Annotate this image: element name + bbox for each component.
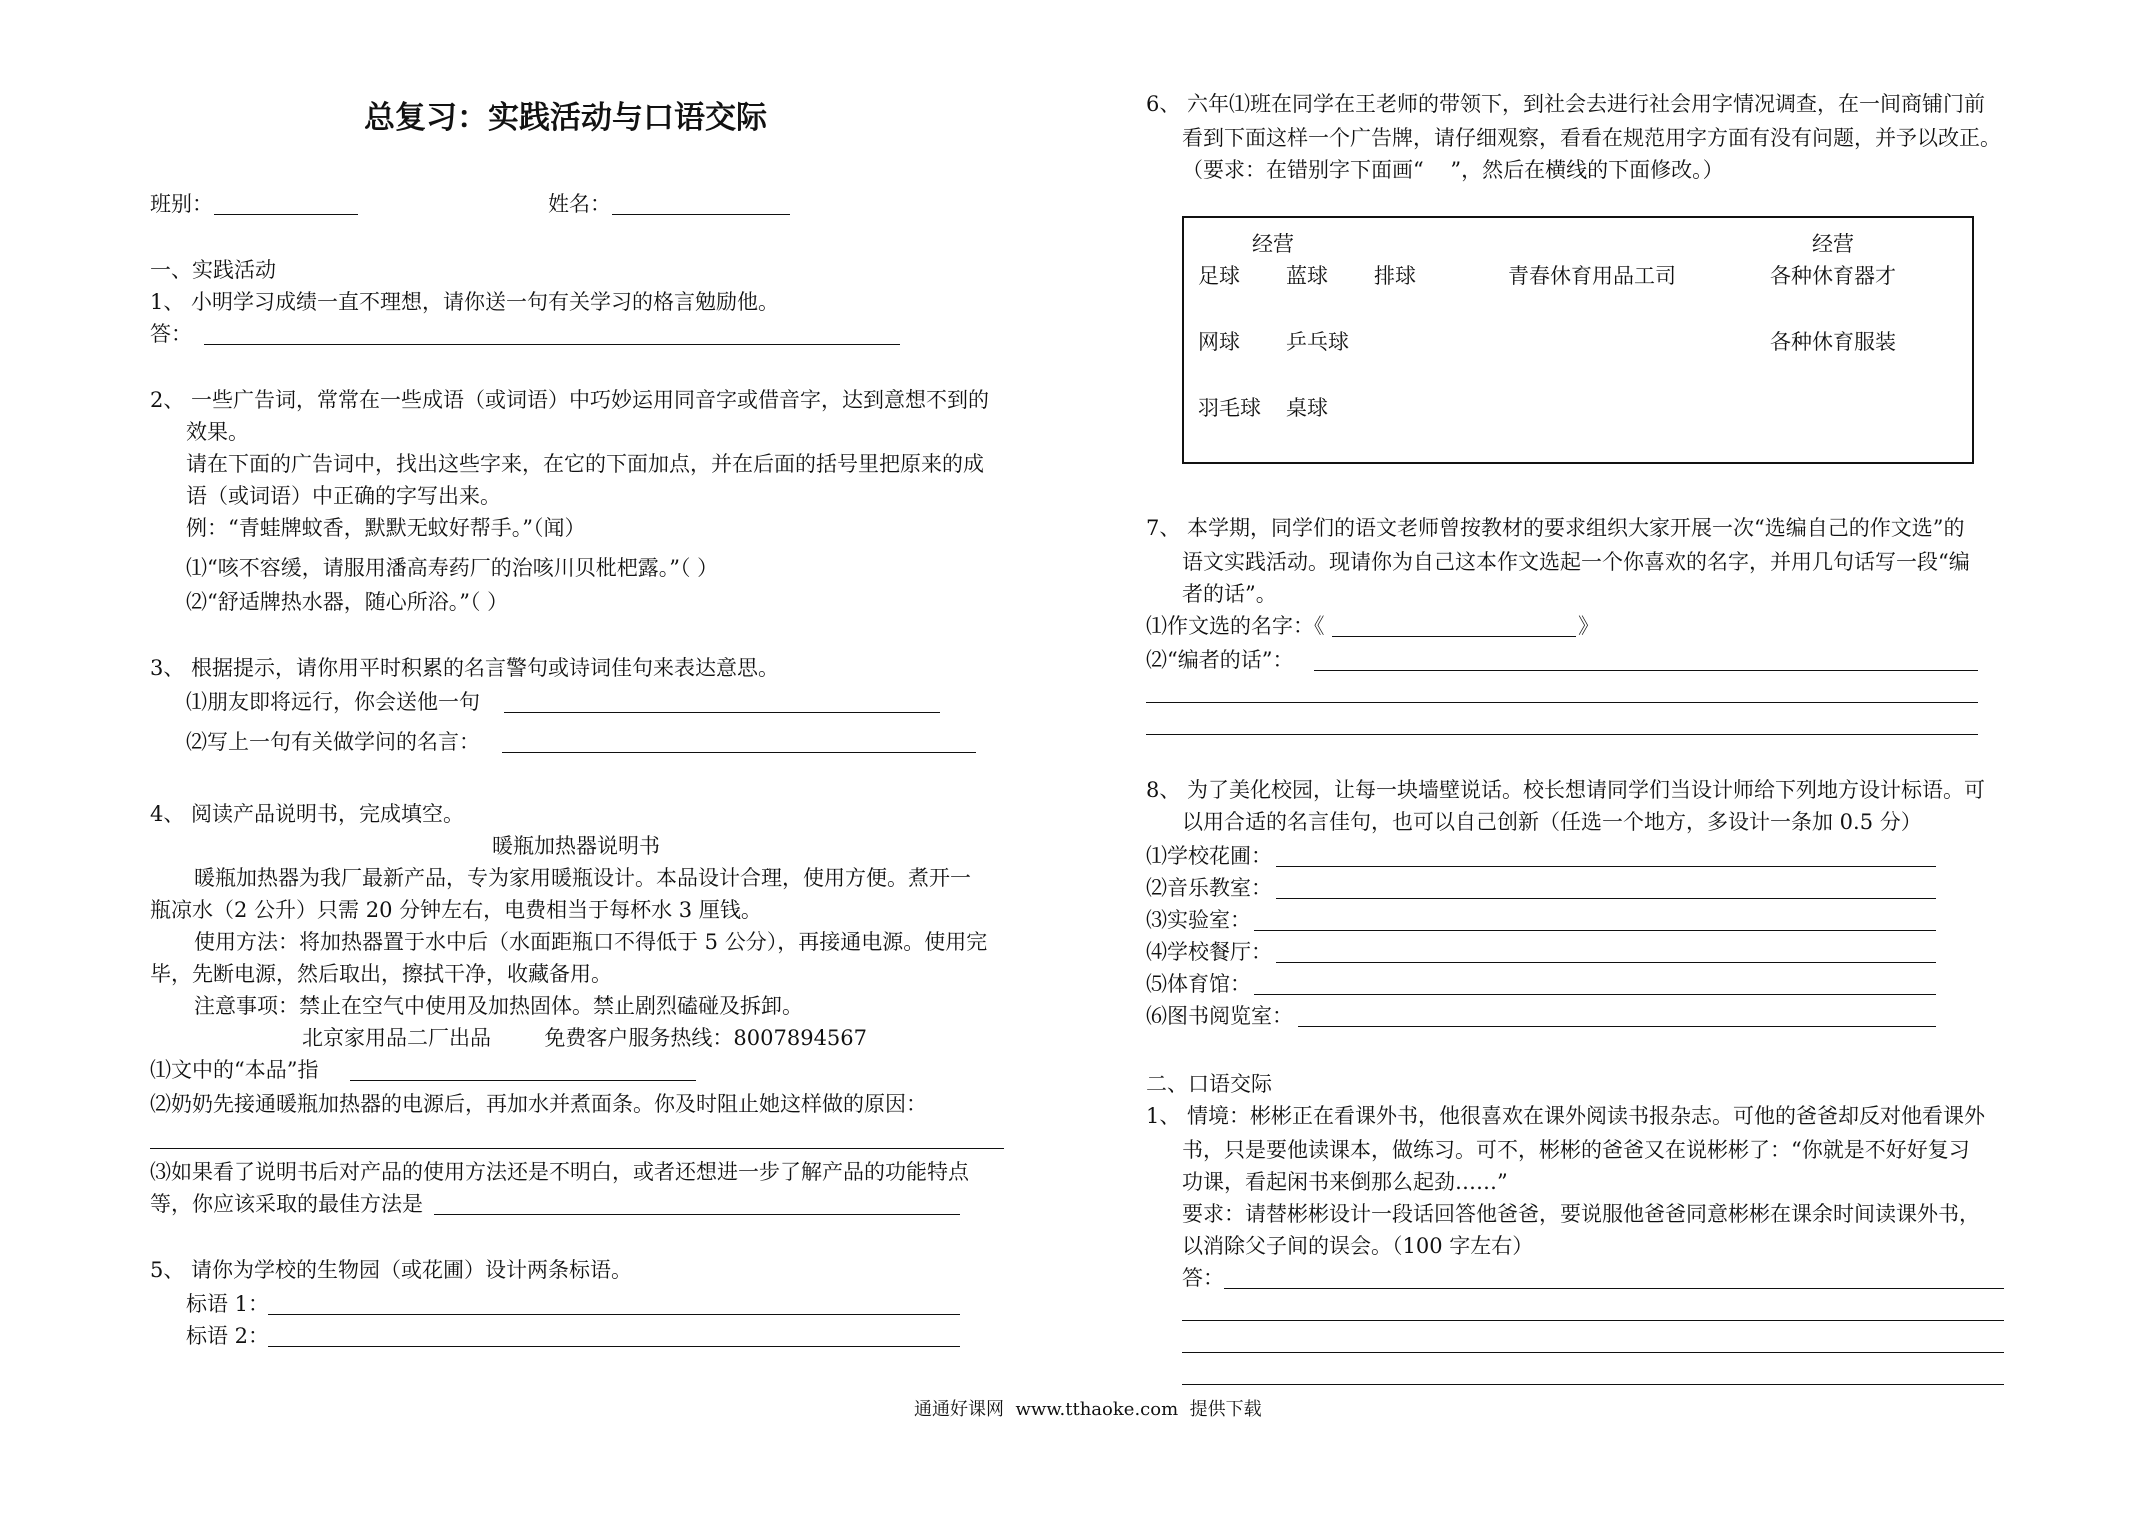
q4-sub3b: 等，你应该采取的最佳方法是 [150,1192,423,1216]
section-2-heading: 二、口语交际 [1146,1072,1272,1096]
s2-q1-answer-label: 答： [1182,1266,1224,1290]
q2-example: 例：“青蛙牌蚊香，默默无蚊好帮手。”（闻） [186,516,586,540]
page-title: 总复习：实践活动与口语交际 [364,100,767,136]
q4-p2b: 毕，先断电源，然后取出，擦拭干净，收藏备用。 [150,962,612,986]
q2-line1: 2、 一些广告词，常常在一些成语（或词语）中巧妙运用同音字或借音字，达到意想不到的 [150,388,990,412]
q4-maker: 北京家用品二厂出品 免费客户服务热线：8007894567 [302,1026,868,1050]
q8-gym-line[interactable] [1254,994,1936,995]
sign-football: 足球 [1198,264,1240,288]
q8-garden-line[interactable] [1276,866,1936,867]
q7-editor-line1[interactable] [1314,670,1978,671]
sign-badminton: 羽毛球 [1198,396,1261,420]
s2-q1-line3: 功课，看起闲书来倒那么起劲……” [1182,1170,1508,1194]
name-field[interactable] [612,214,790,215]
q8-place-canteen: ⑷学校餐厅： [1146,940,1272,964]
q4-sub3-line[interactable] [434,1214,960,1215]
q3-item1-line[interactable] [504,712,940,713]
q3-item2-line[interactable] [502,752,976,753]
q6-line2: 看到下面这样一个广告牌，请仔细观察，看看在规范用字方面有没有问题，并予以改正。 [1182,126,2001,150]
q4-sub1: ⑴文中的“本品”指 [150,1058,319,1082]
page-footer: 通通好课网 www.tthaoke.com 提供下载 [914,1399,1262,1420]
q2-line3: 请在下面的广告词中，找出这些字来，在它的下面加点，并在后面的括号里把原来的成 [186,452,984,476]
q4-p1b: 瓶凉水（2 公升）只需 20 分钟左右，电费相当于每杯水 3 厘钱。 [150,898,762,922]
sign-billiards: 桌球 [1286,396,1328,420]
q4-p1a: 暖瓶加热器为我厂最新产品，专为家用暖瓶设计。本品设计合理，使用方便。煮开一 [194,866,971,890]
q8-library-line[interactable] [1298,1026,1936,1027]
section-1-heading: 一、实践活动 [150,258,276,282]
q8-line1: 8、 为了美化校园，让每一块墙壁说话。校长想请同学们当设计师给下列地方设计标语。可 [1146,778,1986,802]
q7-item2: ⑵“编者的话”： [1146,648,1294,672]
q6-line1: 6、 六年⑴班在同学在王老师的带领下，到社会去进行社会用字情况调查，在一间商铺门前 [1146,92,1986,116]
q3-item1: ⑴朋友即将远行，你会送他一句 [186,690,480,714]
q5-slogan1-line[interactable] [268,1314,960,1315]
q2-line4: 语（或词语）中正确的字写出来。 [186,484,501,508]
q7-line2: 语文实践活动。现请你为自己这本作文选起一个你喜欢的名字，并用几句话写一段“编 [1182,550,1970,574]
q2-item2: ⑵“舒适牌热水器，随心所浴。”（ ） [186,590,509,614]
q4-doc-title: 暖瓶加热器说明书 [492,834,660,858]
s2-q1-line4: 要求：请替彬彬设计一段话回答他爸爸，要说服他爸爸同意彬彬在课余时间读课外书， [1182,1202,1980,1226]
q5-text: 5、 请你为学校的生物园（或花圃）设计两条标语。 [150,1258,633,1282]
q4-sub3a: ⑶如果看了说明书后对产品的使用方法还是不明白，或者还想进一步了解产品的功能特点 [150,1160,969,1184]
q3-item2: ⑵写上一句有关做学问的名言： [186,730,480,754]
q7-item1-end: 》 [1578,614,1599,638]
sign-jingying-right: 经营 [1812,232,1854,256]
q1-answer-label: 答： [150,322,192,346]
q2-item1: ⑴“咳不容缓，请服用潘高寿药厂的治咳川贝枇杷露。”（ ） [186,556,719,580]
q5-slogan1-label: 标语 1： [186,1292,270,1316]
s2-answer-line3[interactable] [1182,1352,2004,1353]
q4-p2a: 使用方法：将加热器置于水中后（水面距瓶口不得低于 5 公分），再接通电源。使用完 [194,930,988,954]
sign-volleyball: 排球 [1374,264,1416,288]
sign-clothing: 各种休育服装 [1770,330,1896,354]
q7-title-line[interactable] [1332,636,1576,637]
q5-slogan2-line[interactable] [268,1346,960,1347]
q7-item1: ⑴作文选的名字：《 [1146,614,1325,638]
q4-p3: 注意事项：禁止在空气中使用及加热固体。禁止剧烈磕碰及拆卸。 [194,994,803,1018]
sign-jingying-left: 经营 [1252,232,1294,256]
q8-place-library: ⑹图书阅览室： [1146,1004,1293,1028]
q8-canteen-line[interactable] [1276,962,1936,963]
q5-slogan2-label: 标语 2： [186,1324,270,1348]
s2-answer-line2[interactable] [1182,1320,2004,1321]
q8-place-music: ⑵音乐教室： [1146,876,1272,900]
q8-place-gym: ⑸体育馆： [1146,972,1251,996]
q4-sub2: ⑵奶奶先接通暖瓶加热器的电源后，再加水并煮面条。你及时阻止她这样做的原因： [150,1092,927,1116]
sign-store-name: 青春休育用品工司 [1508,264,1676,288]
name-label: 姓名： [548,192,611,216]
q4-sub1-line[interactable] [350,1080,696,1081]
sign-tennis: 网球 [1198,330,1240,354]
q4-text: 4、 阅读产品说明书，完成填空。 [150,802,465,826]
q8-music-line[interactable] [1276,898,1936,899]
s2-answer-line4[interactable] [1182,1384,2004,1385]
s2-q1-line5: 以消除父子间的误会。（100 字左右） [1182,1234,1534,1258]
q6-line3: （要求：在错别字下面画“ ”，然后在横线的下面修改。） [1182,158,1724,182]
s2-answer-line1[interactable] [1224,1288,2004,1289]
q4-sub2-line[interactable] [150,1148,1004,1149]
class-field[interactable] [214,214,358,215]
q8-place-lab: ⑶实验室： [1146,908,1251,932]
sign-equipment: 各种休育器才 [1770,264,1896,288]
q2-line2: 效果。 [186,420,249,444]
sign-pingpong: 乒乓球 [1286,330,1349,354]
q7-line1: 7、 本学期，同学们的语文老师曾按教材的要求组织大家开展一次“选编自己的作文选”的 [1146,516,1965,540]
q1-text: 1、 小明学习成绩一直不理想，请你送一句有关学习的格言勉励他。 [150,290,780,314]
class-label: 班别： [150,192,213,216]
q3-text: 3、 根据提示，请你用平时积累的名言警句或诗词佳句来表达意思。 [150,656,780,680]
q8-lab-line[interactable] [1254,930,1936,931]
s2-q1-line1: 1、 情境：彬彬正在看课外书，他很喜欢在课外阅读书报杂志。可他的爸爸却反对他看课外 [1146,1104,1986,1128]
q7-editor-line3[interactable] [1146,734,1978,735]
sign-basketball: 蓝球 [1286,264,1328,288]
q8-line2: 以用合适的名言佳句，也可以自己创新（任选一个地方，多设计一条加 0.5 分） [1182,810,1922,834]
q8-place-garden: ⑴学校花圃： [1146,844,1272,868]
s2-q1-line2: 书，只是要他读课本，做练习。可不，彬彬的爸爸又在说彬彬了：“你就是不好好复习 [1182,1138,1970,1162]
q1-answer-line[interactable] [204,344,900,345]
q7-line3: 者的话”。 [1182,582,1277,606]
q7-editor-line2[interactable] [1146,702,1978,703]
